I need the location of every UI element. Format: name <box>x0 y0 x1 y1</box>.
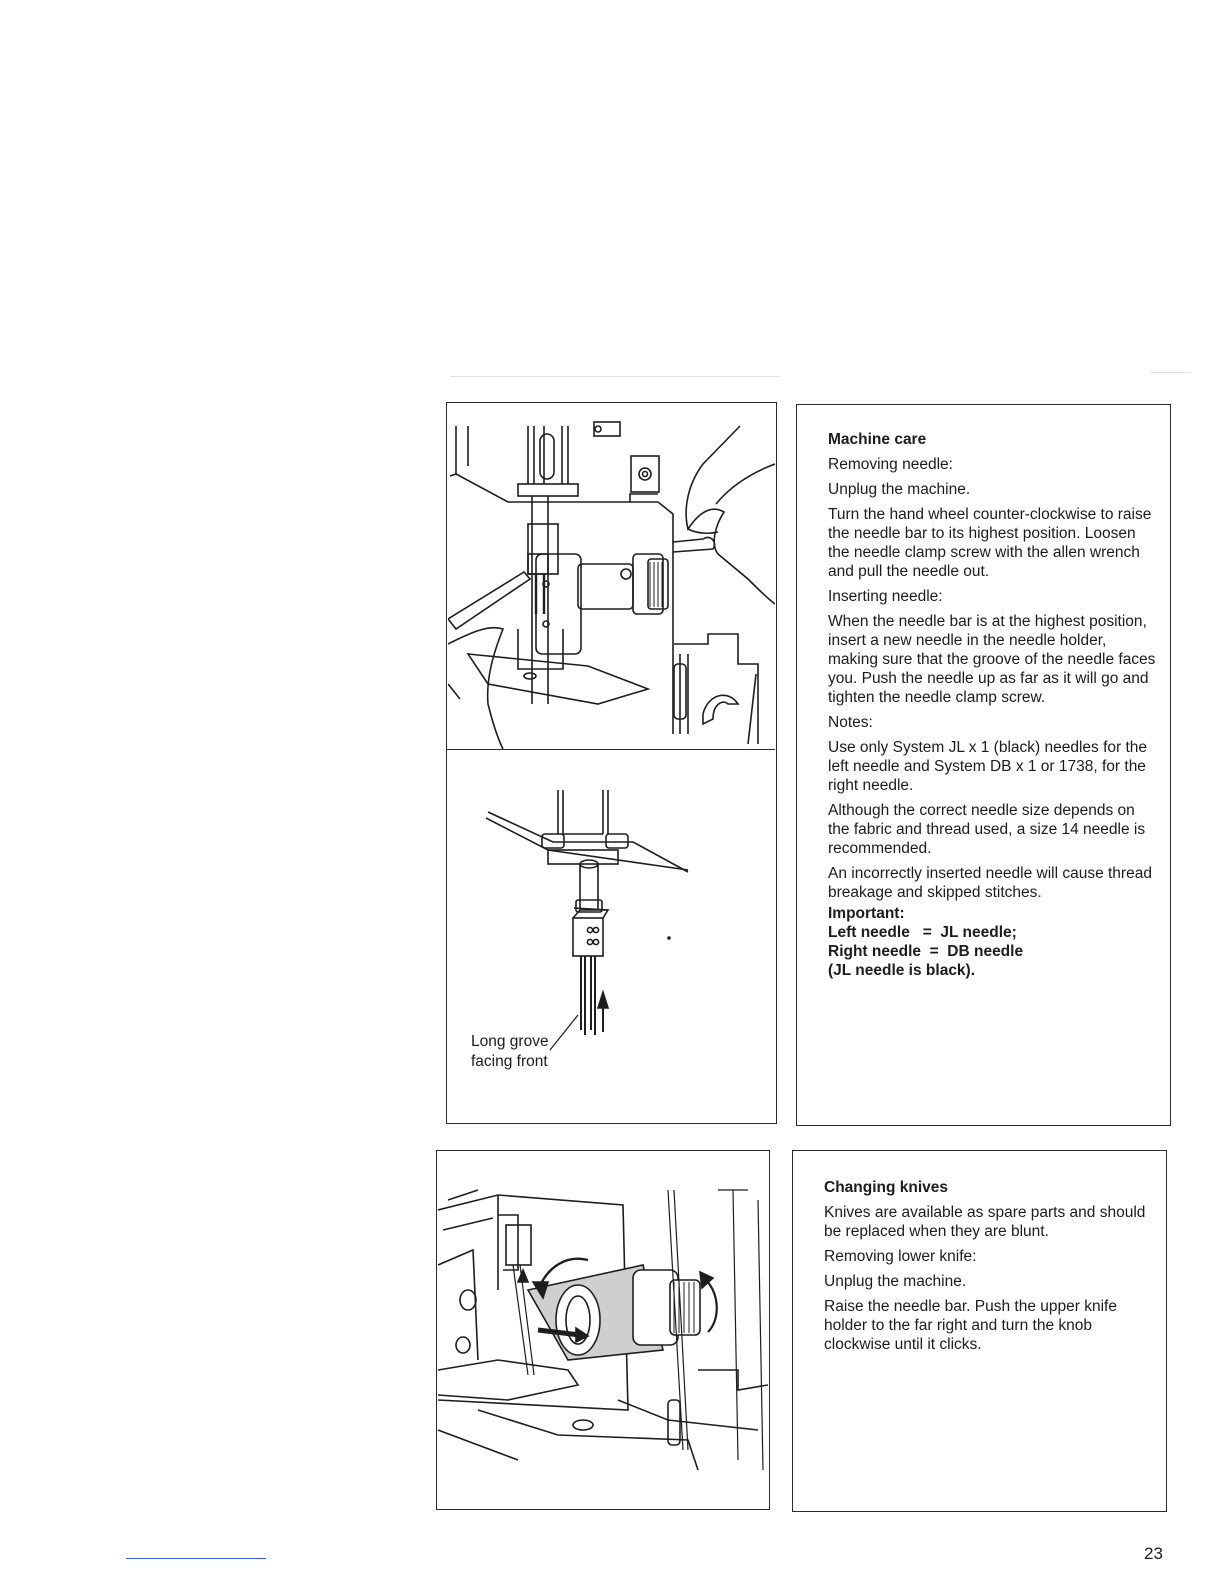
paragraph: Use only System JL x 1 (black) needles for the left needle and System DB x 1 or 1738, for the right needle. <box>828 739 1148 794</box>
illustration-divider <box>446 749 775 750</box>
page-number: 23 <box>1144 1544 1163 1563</box>
machine-care-text <box>828 430 1158 980</box>
paragraph: Knives are available as spare parts and should be replaced when they are blunt. <box>824 1204 1146 1240</box>
paragraph: When the needle bar is at the highest position, insert a new needle in the needle holder, making sure that the groove of the needle faces you. Push the needle up as far as it will go and tighten the needle clamp screw. <box>828 613 1156 706</box>
machine-care-heading: Machine care <box>828 431 927 448</box>
paragraph: Unplug the machine. <box>828 481 971 498</box>
important-line: (JL needle is black). <box>828 962 976 979</box>
scan-mark-top-right <box>1150 372 1190 373</box>
paragraph: Unplug the machine. <box>824 1273 967 1290</box>
paragraph: Turn the hand wheel counter-clockwise to raise the needle bar to its highest position. Loosen the needle clamp screw with the allen wrench and pull the needle out. <box>828 506 1152 580</box>
important-line: Left needle = JL needle; <box>828 924 1017 941</box>
important-label: Important: <box>828 905 905 922</box>
needle-caption-line-2: facing front <box>471 1053 548 1070</box>
paragraph: Inserting needle: <box>828 588 943 605</box>
paragraph: An incorrectly inserted needle will cause thread breakage and skipped stitches. <box>828 865 1152 901</box>
scan-mark-top <box>450 376 780 377</box>
important-line: Right needle = DB needle <box>828 943 1024 960</box>
needle-caption <box>471 1032 549 1072</box>
changing-knives-illustration <box>438 1170 768 1470</box>
paragraph: Notes: <box>828 714 873 731</box>
removing-needle-illustration <box>448 404 775 750</box>
scan-mark-bottom <box>126 1558 266 1559</box>
changing-knives-text <box>824 1178 1154 1360</box>
changing-knives-heading: Changing knives <box>824 1179 949 1196</box>
paragraph: Removing lower knife: <box>824 1248 977 1265</box>
paragraph: Removing needle: <box>828 456 953 473</box>
paragraph: Although the correct needle size depends on the fabric and thread used, a size 14 needle is recommended. <box>828 802 1146 857</box>
needle-orientation-illustration <box>448 760 775 1060</box>
needle-caption-line-1: Long grove <box>471 1033 549 1050</box>
paragraph: Raise the needle bar. Push the upper knife holder to the far right and turn the knob clockwise until it clicks. <box>824 1298 1117 1353</box>
